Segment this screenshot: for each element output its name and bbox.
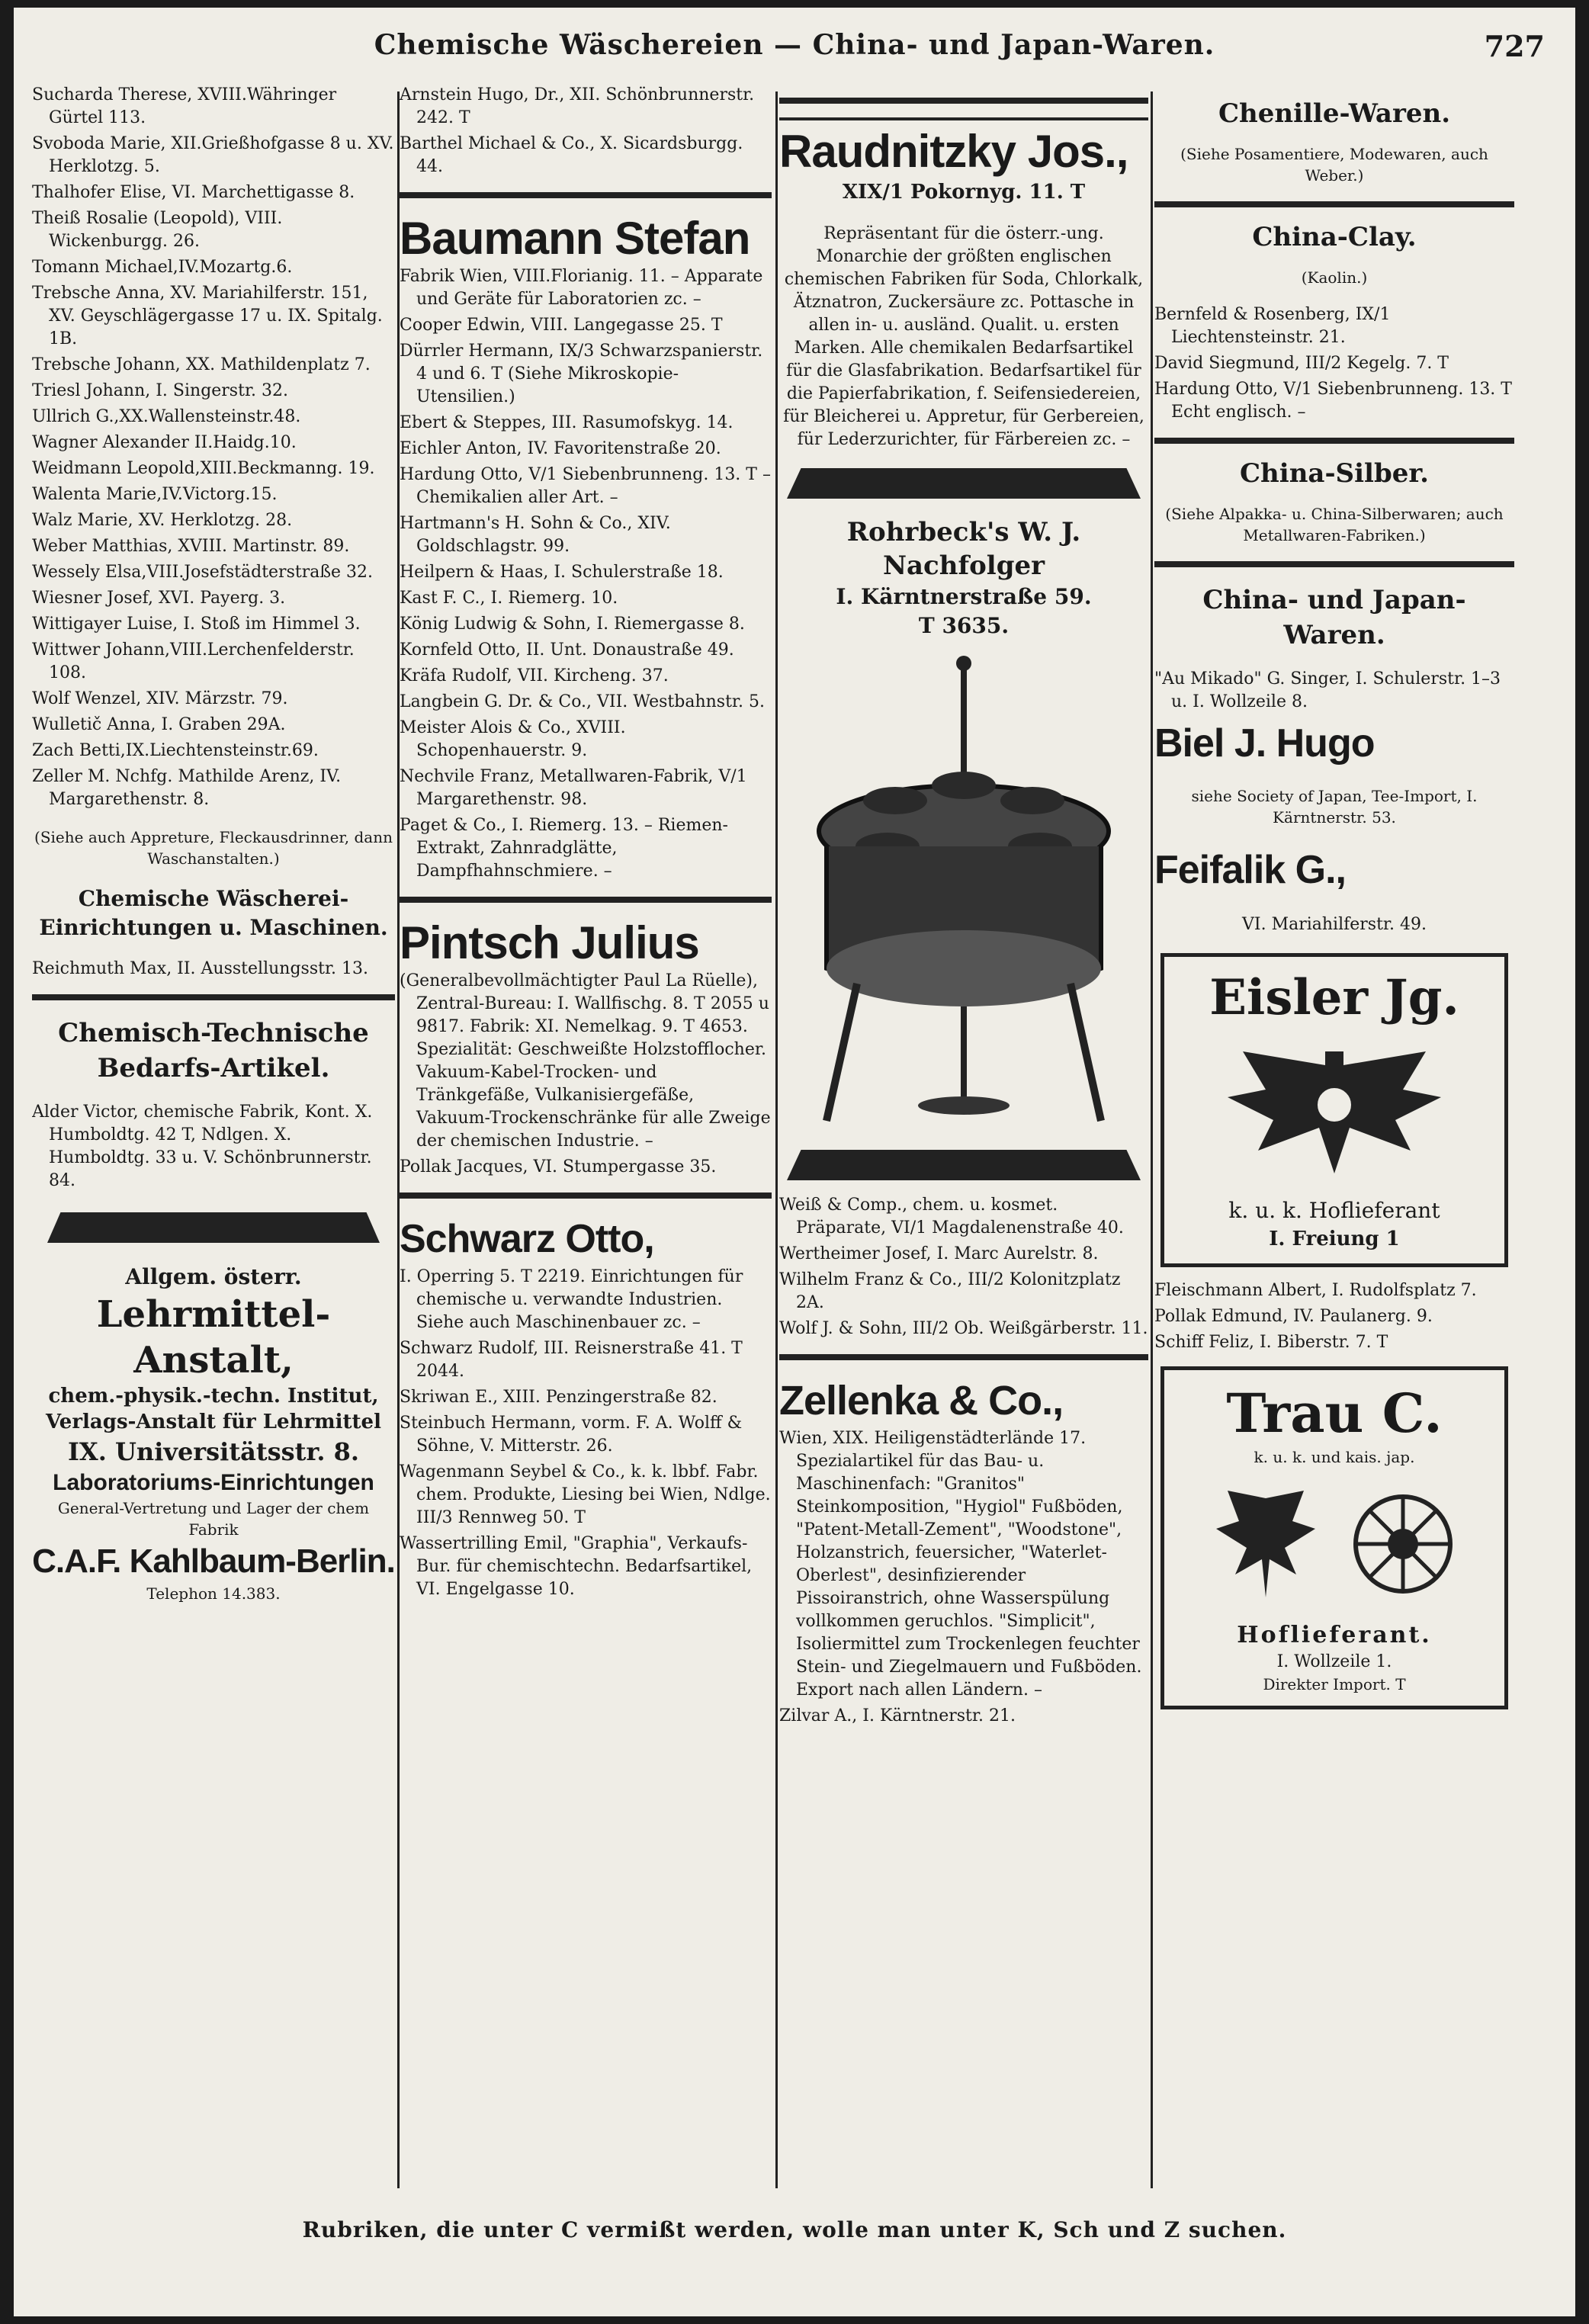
list-item: Theiß Rosalie (Leopold), VIII. Wickenburgg. 26. <box>32 209 283 251</box>
list-item: Triesl Johann, I. Singerstr. 32. <box>32 381 289 400</box>
list-item: Wulletič Anna, I. Graben 29A. <box>32 715 286 734</box>
black-bar <box>787 468 1141 499</box>
list-item: Schwarz Rudolf, III. Reisnerstraße 41. T 2044. <box>400 1339 743 1381</box>
list-item: Langbein G. Dr. & Co., VII. Westbahnstr. 5. <box>400 692 765 711</box>
list-item: Kast F. C., I. Riemerg. 10. <box>400 589 618 608</box>
list-item: Barthel Michael & Co., X. Sicardsburgg. 44. <box>400 134 743 176</box>
list-item: Ebert & Steppes, III. Rasumofskyg. 14. <box>400 413 734 432</box>
divider-rule <box>1154 438 1514 444</box>
ad-line: k. u. k. und kais. jap. <box>1254 1448 1415 1466</box>
cross-reference-note: (Siehe Alpakka- u. China-Silberwaren; auch Metallwaren-Fabriken.) <box>1165 505 1504 544</box>
list-item: Wolf J. & Sohn, III/2 Ob. Weißgärberstr. 11. <box>779 1319 1148 1338</box>
section-heading: Chemisch-Technische Bedarfs-Artikel. <box>58 1018 369 1083</box>
list-item: Hartmann's H. Sohn & Co., XIV. Goldschlagstr. 99. <box>400 514 671 556</box>
section-heading: China-Silber. <box>1240 458 1429 489</box>
section-heading: Chemische Wäscherei-Einrichtungen u. Maschinen. <box>39 886 388 940</box>
advertisement-lehrmittel <box>32 1263 395 1604</box>
divider-rule <box>779 1354 1148 1360</box>
list-item: Reichmuth Max, II. Ausstellungsstr. 13. <box>32 959 369 978</box>
list-item: Fleischmann Albert, I. Rudolfsplatz 7. <box>1154 1281 1477 1300</box>
page-footer-note: Rubriken, die unter C vermißt werden, wolle man unter K, Sch und Z suchen. <box>302 2217 1287 2242</box>
divider-rule <box>1154 201 1514 207</box>
list-item: Pollak Jacques, VI. Stumpergasse 35. <box>400 1157 717 1176</box>
list-item: Wassertrilling Emil, "Graphia", Verkaufs-Bur. für chemischtechn. Bedarfsartikel, VI. Engelgasse 10. <box>400 1534 753 1599</box>
crest-and-chrysanthemum-icon <box>1197 1475 1472 1613</box>
ad-headline: Lehrmittel-Anstalt, <box>96 1293 331 1382</box>
ad-text: Fabrik Wien, VIII.Florianig. 11. – Apparate und Geräte für Laboratorien zc. – <box>400 267 763 309</box>
advertiser-name: Schwarz Otto, <box>400 1217 654 1261</box>
ad-headline: Eisler Jg. <box>1209 969 1459 1026</box>
list-item: Zilvar A., I. Kärntnerstr. 21. <box>779 1706 1016 1725</box>
ad-text: Wien, XIX. Heiligenstädterlände 17. Spezialartikel für das Bau- u. Maschinenfach: "Granitos" Steinkomposition, "Hygiol" Fußböden, "Patent-Metall-Zement", "Woodstone", Holzanstrich, feuersicher, "Waterlet-Oberlest", desinfizierender Pissoiranstrich, ohne Wasserspülung vollkommen geruchlos. "Simplicit", Isoliermittel zum Trockenlegen feuchter Stein- und Ziegelmauern und Fußböden. Export nach allen Ländern. – <box>779 1429 1142 1700</box>
list-item: Walenta Marie,IV.Victorg.15. <box>32 485 278 504</box>
list-item: Wittwer Johann,VIII.Lerchenfelderstr. 108. <box>32 640 355 682</box>
advertiser-name: Pintsch Julius <box>400 917 699 968</box>
ad-line: chem.-physik.-techn. Institut, Verlags-Anstalt für Lehrmittel <box>46 1385 381 1433</box>
list-item: Dürrler Hermann, IX/3 Schwarzspanierstr. 4 und 6. T (Siehe Mikroskopie-Utensilien.) <box>400 342 763 406</box>
ad-line: k. u. k. Hoflieferant <box>1228 1198 1440 1223</box>
ad-line: Laboratoriums-Einrichtungen <box>53 1470 374 1495</box>
list-item: Wilhelm Franz & Co., III/2 Kolonitzplatz 2A. <box>779 1270 1121 1312</box>
divider-rule <box>400 192 772 198</box>
advertisement-trau <box>1160 1366 1508 1709</box>
section-subtitle: (Kaolin.) <box>1301 268 1368 287</box>
list-item: Kornfeld Otto, II. Unt. Donaustraße 49. <box>400 640 734 660</box>
advertisement-rohrbeck <box>779 515 1148 1136</box>
column-divider <box>1151 91 1153 2188</box>
column-divider <box>775 91 778 2188</box>
divider-rule <box>400 1192 772 1199</box>
list-item: Wolf Wenzel, XIV. Märzstr. 79. <box>32 689 288 708</box>
list-item: Eichler Anton, IV. Favoritenstraße 20. <box>400 439 721 458</box>
list-item: Sucharda Therese, XVIII.Währinger Gürtel 113. <box>32 85 337 127</box>
list-item: Weidmann Leopold,XIII.Beckmanng. 19. <box>32 459 375 478</box>
ad-headline: C.A.F. Kahlbaum-Berlin. <box>32 1542 395 1580</box>
entry-list <box>32 84 395 811</box>
list-item: Alder Victor, chemische Fabrik, Kont. X. Humboldtg. 42 T, Ndlgen. X. Humboldtg. 33 u. V. Schönbrunnerstr. 84. <box>32 1103 373 1190</box>
advertisement-eisler <box>1160 953 1508 1267</box>
page-number: 727 <box>1484 29 1545 63</box>
ad-text: Repräsentant für die österr.-ung. Monarchie der größten englischen chemischen Fabriken für Soda, Chlorkalk, Ätznatron, Zuckersäure zc. Pottasche in allen in- u. ausländ. Qualit. u. ersten Marken. Alle chemikalen Bedarfsartikel für die Glasfabrikation. Bedarfsartikel für die Papierfabrikation, f. Seifensiedereien, für Bleicherei u. Appretur, für Gerbereien, für Lederzurichter, für Färbereien zc. – <box>783 224 1144 449</box>
column-2 <box>400 84 772 2211</box>
ad-address: I. Kärntnerstraße 59. <box>836 584 1092 609</box>
ad-line: General-Vertretung und Lager der chem Fabrik <box>57 1499 370 1539</box>
ad-text: (Generalbevollmächtigter Paul La Rüelle), Zentral-Bureau: I. Wallfischg. 8. T 2055 u 9817. Fabrik: XI. Nemelkag. 9. T 4653. Spezialität: Geschweißte Holzstofflocher. Vakuum-Kabel-Trocken- und Tränkgefäße, Vulkanisiergefäße, Vakuum-Trockenschränke für alle Zweige der chemischen Industrie. – <box>400 971 771 1151</box>
ad-telephone: T 3635. <box>918 613 1010 638</box>
list-item: Thalhofer Elise, VI. Marchettigasse 8. <box>32 183 355 202</box>
page-header: Chemische Wäschereien — China- und Japan-Waren. <box>374 29 1215 61</box>
list-item: Zach Betti,IX.Liechtensteinstr.69. <box>32 741 319 760</box>
list-item: Skriwan E., XIII. Penzingerstraße 82. <box>400 1388 717 1407</box>
ad-line: IX. Universitätsstr. 8. <box>67 1437 360 1466</box>
ad-address: I. Wollzeile 1. <box>1276 1652 1392 1671</box>
list-item: Tomann Michael,IV.Mozartg.6. <box>32 258 293 277</box>
list-item: David Siegmund, III/2 Kegelg. 7. T <box>1154 354 1449 373</box>
list-item: Weber Matthias, XVIII. Martinstr. 89. <box>32 537 350 556</box>
list-item: Hardung Otto, V/1 Siebenbrunneng. 13. T Echt englisch. – <box>1154 380 1512 422</box>
list-item: Svoboda Marie, XII.Grießhofgasse 8 u. XV. Herklotzg. 5. <box>32 134 394 176</box>
advertiser-name: Feifalik G., <box>1154 848 1346 892</box>
list-item: Meister Alois & Co., XVIII. Schopenhauerstr. 9. <box>400 718 626 760</box>
list-item: Hardung Otto, V/1 Siebenbrunneng. 13. T – Chemikalien aller Art. – <box>400 465 771 507</box>
ad-line: Direkter Import. T <box>1263 1675 1406 1693</box>
list-item: König Ludwig & Sohn, I. Riemergasse 8. <box>400 615 745 634</box>
advertiser-name: Raudnitzky Jos., <box>779 126 1128 177</box>
list-item: Paget & Co., I. Riemerg. 13. – Riemen-Extrakt, Zahnradglätte, Dampfhahnschmiere. – <box>400 816 728 881</box>
ad-line: Hoflieferant. <box>1237 1622 1432 1648</box>
list-item: Heilpern & Haas, I. Schulerstraße 18. <box>400 563 724 582</box>
cross-reference-note: (Siehe Posamentiere, Modewaren, auch Weber.) <box>1180 145 1488 185</box>
list-item: Bernfeld & Rosenberg, IX/1 Liechtensteinstr. 21. <box>1154 305 1391 347</box>
divider-rule <box>1154 561 1514 567</box>
ad-headline: Rohrbeck's W. J. Nachfolger <box>846 517 1081 581</box>
ad-text: VI. Mariahilferstr. 49. <box>1242 915 1427 934</box>
ad-text: I. Operring 5. T 2219. Einrichtungen für chemische u. verwandte Industrien. Siehe auch Maschinenbauer zc. – <box>400 1267 743 1332</box>
list-item: Weiß & Comp., chem. u. kosmet. Präparate, VI/1 Magdalenenstraße 40. <box>779 1196 1124 1237</box>
list-item: Zeller M. Nchfg. Mathilde Arenz, IV. Margarethenstr. 8. <box>32 767 342 809</box>
laboratory-apparatus-illustration <box>796 648 1132 1136</box>
double-eagle-crest-icon <box>1212 1036 1456 1189</box>
list-item: Wertheimer Josef, I. Marc Aurelstr. 8. <box>779 1244 1099 1263</box>
black-bar <box>787 1150 1141 1180</box>
advertiser-name: Biel J. Hugo <box>1154 721 1375 766</box>
divider-rule <box>779 117 1148 120</box>
ad-line: Telephon 14.383. <box>146 1584 281 1603</box>
list-item: Pollak Edmund, IV. Paulanerg. 9. <box>1154 1307 1433 1326</box>
column-4 <box>1154 84 1514 2211</box>
list-item: Trebsche Johann, XX. Mathildenplatz 7. <box>32 355 371 374</box>
list-item: Nechvile Franz, Metallwaren-Fabrik, V/1 Margarethenstr. 98. <box>400 767 747 809</box>
divider-rule <box>400 897 772 903</box>
list-item: Wittigayer Luise, I. Stoß im Himmel 3. <box>32 615 361 634</box>
cross-reference-note: (Siehe auch Appreture, Fleckausdrinner, dann Waschanstalten.) <box>34 828 393 868</box>
list-item: Walz Marie, XV. Herklotzg. 28. <box>32 511 293 530</box>
black-bar <box>47 1212 380 1243</box>
list-item: Schiff Feliz, I. Biberstr. 7. T <box>1154 1333 1388 1352</box>
list-item: Kräfa Rudolf, VII. Kircheng. 37. <box>400 666 669 685</box>
list-item: Trebsche Anna, XV. Mariahilferstr. 151, XV. Geyschlägergasse 17 u. IX. Spitalg. 1B. <box>32 284 383 348</box>
directory-page <box>14 8 1575 2316</box>
column-3 <box>779 84 1148 2211</box>
ad-text: siehe Society of Japan, Tee-Import, I. Kärntnerstr. 53. <box>1191 787 1478 827</box>
list-item: Wagenmann Seybel & Co., k. k. lbbf. Fabr. chem. Produkte, Liesing bei Wien, Ndlge. III/3 Rennweg 50. T <box>400 1462 771 1527</box>
ad-address: XIX/1 Pokornyg. 11. T <box>842 181 1086 204</box>
section-heading: China- und Japan-Waren. <box>1202 585 1466 650</box>
list-item: "Au Mikado" G. Singer, I. Schulerstr. 1–3 u. I. Wollzeile 8. <box>1154 669 1501 711</box>
section-heading: Chenille-Waren. <box>1218 98 1451 129</box>
list-item: Wiesner Josef, XVI. Payerg. 3. <box>32 589 286 608</box>
ad-line: Allgem. österr. <box>125 1264 302 1289</box>
section-heading: China-Clay. <box>1252 222 1417 252</box>
advertiser-name: Zellenka & Co., <box>779 1378 1064 1424</box>
list-item: Cooper Edwin, VIII. Langegasse 25. T <box>400 316 723 335</box>
list-item: Ullrich G.,XX.Wallensteinstr.48. <box>32 407 301 426</box>
list-item: Steinbuch Hermann, vorm. F. A. Wolff & Söhne, V. Mitterstr. 26. <box>400 1414 743 1456</box>
divider-rule <box>32 994 395 1000</box>
divider-rule <box>779 98 1148 104</box>
column-1 <box>32 84 395 2211</box>
list-item: Arnstein Hugo, Dr., XII. Schönbrunnerstr. 242. T <box>400 85 755 127</box>
advertiser-name: Baumann Stefan <box>400 213 750 264</box>
ad-address: I. Freiung 1 <box>1269 1228 1400 1250</box>
list-item: Wessely Elsa,VIII.Josefstädterstraße 32. <box>32 563 374 582</box>
list-item: Wagner Alexander II.Haidg.10. <box>32 433 297 452</box>
ad-headline: Trau C. <box>1226 1382 1443 1445</box>
